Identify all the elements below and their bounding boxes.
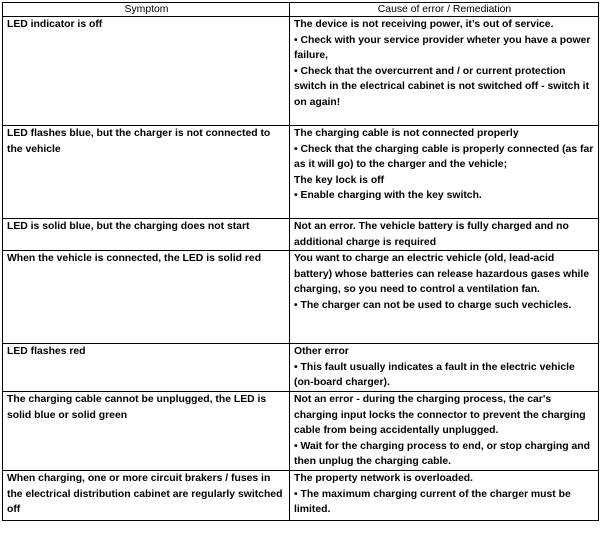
cause-line: Not an error. The vehicle battery is fully charged and no additional charge is required bbox=[294, 221, 569, 248]
cause-line: The key lock is off bbox=[294, 174, 385, 186]
table-row bbox=[3, 251, 599, 344]
symptom-cell: LED indicator is off bbox=[3, 17, 290, 126]
troubleshooting-table-wrapper bbox=[2, 2, 598, 521]
cause-line: The device is not receiving power, it’s out of service. bbox=[294, 19, 554, 30]
cause-bullet: • Check with your service provider wheter you have a power failure, bbox=[294, 34, 591, 62]
cause-bullet: • The charger can not be used to charge such vechicles. bbox=[294, 299, 572, 311]
cause-bullet: • Wait for the charging process to end, or stop charging and then unplug the charging cable. bbox=[294, 440, 590, 468]
symptom-cell: The charging cable cannot be unplugged, the LED is solid blue or solid green bbox=[3, 391, 290, 470]
table-row bbox=[3, 17, 599, 126]
cause-column-header: Cause of error / Remediation bbox=[290, 3, 599, 17]
cause-cell bbox=[290, 251, 599, 344]
symptom-cell: When charging, one or more circuit brakers / fuses in the electrical distribution cabinet are regularly switched off bbox=[3, 470, 290, 520]
cause-bullet: • This fault usually indicates a fault in the electric vehicle (on-board charger). bbox=[294, 361, 575, 389]
cause-line: Other error bbox=[294, 346, 349, 358]
cause-cell bbox=[290, 126, 599, 219]
cause-bullet: • The maximum charging current of the charger must be limited. bbox=[294, 488, 571, 516]
table-row bbox=[3, 344, 599, 392]
cause-line: You want to charge an electric vehicle (old, lead-acid battery) whose batteries can release hazardous gases while charging, so you need to control a ventilation fan. bbox=[294, 253, 590, 296]
cause-bullet: • Enable charging with the key switch. bbox=[294, 190, 482, 202]
cause-bullet: • Check that the overcurrent and / or current protection switch in the electrical cabinet is not switched off - switch it on again! bbox=[294, 65, 590, 108]
cause-cell bbox=[290, 17, 599, 126]
cause-line: The charging cable is not connected properly bbox=[294, 128, 519, 139]
cause-bullet: • Check that the charging cable is properly connected (as far as it will go) to the charger and the vehicle; bbox=[294, 143, 594, 171]
table-row bbox=[3, 391, 599, 470]
table-row bbox=[3, 126, 599, 219]
table-row bbox=[3, 470, 599, 520]
cause-line: Not an error - during the charging process, the car's charging input locks the connector to prevent the charging cable from being accidentally unplugged. bbox=[294, 393, 586, 437]
table-header-row bbox=[3, 3, 599, 17]
symptom-cell: When the vehicle is connected, the LED is solid red bbox=[3, 251, 290, 344]
cause-cell bbox=[290, 470, 599, 520]
symptom-cell: LED flashes red bbox=[3, 344, 290, 392]
cause-cell bbox=[290, 391, 599, 470]
cause-line: The property network is overloaded. bbox=[294, 472, 473, 484]
cause-cell bbox=[290, 344, 599, 392]
symptom-cell: LED is solid blue, but the charging does not start bbox=[3, 219, 290, 251]
symptom-cell: LED flashes blue, but the charger is not connected to the vehicle bbox=[3, 126, 290, 219]
symptom-column-header: Symptom bbox=[3, 3, 290, 17]
table-row bbox=[3, 219, 599, 251]
troubleshooting-table bbox=[2, 2, 599, 521]
cause-cell bbox=[290, 219, 599, 251]
